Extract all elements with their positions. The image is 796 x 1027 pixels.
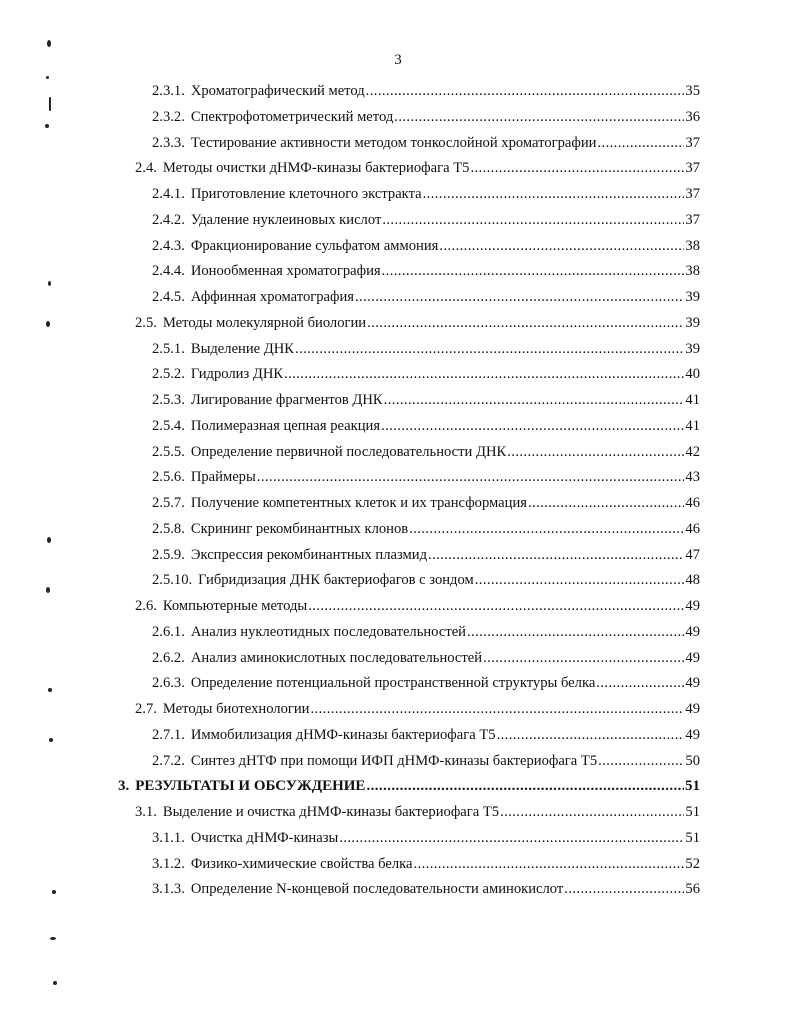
toc-entry-number: 2.6.2.	[152, 649, 185, 666]
toc-leader-dots	[564, 876, 684, 902]
toc-entry-number: 3.1.2.	[152, 855, 185, 872]
toc-entry	[152, 181, 700, 207]
toc-entry-page: 46	[685, 495, 700, 511]
toc-leader-dots	[467, 619, 684, 645]
toc-entry-title: Праймеры	[190, 469, 256, 486]
toc-entry-page: 41	[685, 392, 700, 408]
toc-entry-page: 39	[685, 340, 700, 357]
toc-entry-number: 2.6.3.	[152, 675, 185, 692]
toc-leader-dots	[366, 78, 685, 104]
toc-entry	[152, 670, 700, 696]
toc-entry	[152, 722, 700, 748]
toc-entry-number: 3.1.	[135, 804, 157, 820]
toc-entry-page: 38	[685, 263, 700, 280]
toc-leader-dots	[597, 130, 684, 156]
toc-entry	[152, 516, 700, 542]
toc-entry-title: Выделение ДНК	[190, 340, 295, 357]
toc-entry-page: 51	[685, 829, 700, 846]
toc-entry-title: Спектрофотометрический метод	[190, 108, 394, 125]
toc-entry-title: Скрининг рекомбинантных клонов	[190, 520, 409, 537]
toc-entry-title: Полимеразная цепная реакция	[190, 417, 381, 434]
toc-entry-page: 37	[685, 186, 700, 202]
toc-leader-dots	[528, 490, 684, 516]
toc-entry	[152, 748, 700, 774]
toc-entry	[152, 78, 700, 104]
toc-entry	[152, 284, 700, 310]
toc-entry-page: 36	[685, 108, 700, 125]
toc-entry-title: Гибридизация ДНК бактериофагов с зондом	[198, 572, 474, 589]
toc-leader-dots	[428, 542, 684, 568]
toc-entry-page: 47	[685, 546, 700, 563]
toc-entry-number: 3.1.3.	[152, 881, 185, 898]
toc-entry-page: 49	[685, 623, 700, 640]
toc-entry-number: 2.5.1.	[152, 340, 185, 357]
toc-entry-page: 40	[685, 366, 700, 383]
toc-entry	[135, 310, 700, 336]
toc-entry-page: 41	[685, 417, 700, 434]
toc-leader-dots	[423, 181, 685, 207]
toc-entry-page: 39	[685, 289, 700, 305]
toc-entry-number: 2.5.	[135, 314, 157, 331]
toc-entry	[152, 851, 700, 877]
toc-leader-dots	[308, 593, 684, 619]
toc-leader-dots	[311, 696, 685, 722]
page-number: 3	[394, 52, 402, 68]
toc-entry-page: 48	[685, 572, 700, 589]
toc-leader-dots	[598, 748, 684, 774]
toc-leader-dots	[355, 284, 684, 310]
toc-entry-page: 35	[685, 83, 700, 99]
toc-entry-title: Удаление нуклеиновых кислот	[190, 211, 382, 228]
toc-entry	[152, 130, 700, 156]
toc-leader-dots	[414, 851, 685, 877]
toc-entry-page: 46	[685, 520, 700, 537]
toc-entry-title: Ионообменная хроматография	[190, 263, 381, 280]
toc-leader-dots	[384, 387, 685, 413]
toc-leader-dots	[394, 104, 684, 130]
toc-entry-page: 37	[685, 160, 700, 177]
toc-entry-number: 2.5.2.	[152, 366, 185, 383]
toc-entry	[118, 773, 700, 799]
toc-leader-dots	[409, 516, 684, 542]
toc-entry-title: Тестирование активности методом тонкослойной хроматографии	[190, 134, 597, 151]
toc-entry-title: Определение N-концевой последовательности аминокислот	[190, 881, 564, 898]
toc-entry-title: Компьютерные методы	[162, 598, 308, 614]
toc-entry-page: 49	[685, 675, 700, 692]
toc-entry	[152, 207, 700, 233]
toc-entry-title: Иммобилизация дНМФ-киназы бактериофага Т5	[190, 726, 496, 743]
toc-leader-dots	[381, 413, 684, 439]
scan-artifacts	[0, 0, 80, 1027]
toc-entry-title: Анализ нуклеотидных последовательностей	[190, 623, 466, 640]
toc-entry	[135, 155, 700, 181]
toc-entry-page: 39	[685, 314, 700, 331]
toc-entry-number: 2.5.3.	[152, 392, 185, 408]
toc-entry-number: 2.4.2.	[152, 211, 185, 228]
toc-entry-number: 2.5.7.	[152, 495, 185, 511]
toc-entry-title: Методы молекулярной биологии	[162, 314, 367, 331]
toc-entry-number: 2.4.5.	[152, 289, 185, 305]
toc-entry-page: 50	[685, 752, 700, 769]
toc-entry	[152, 336, 700, 362]
toc-entry-number: 2.4.4.	[152, 263, 185, 280]
toc-entry-number: 2.3.2.	[152, 108, 185, 125]
toc-entry-title: Методы очистки дНМФ-киназы бактериофага Т5	[162, 160, 470, 177]
toc-entry-number: 2.5.9.	[152, 546, 185, 563]
toc-entry	[152, 876, 700, 902]
toc-entry	[135, 696, 700, 722]
toc-entry-title: Выделение и очистка дНМФ-киназы бактериофага Т5	[162, 804, 500, 820]
toc-entry-page: 42	[685, 443, 700, 460]
toc-entry-page: 51	[685, 804, 700, 820]
toc-leader-dots	[382, 207, 684, 233]
toc-entry	[152, 413, 700, 439]
toc-entry-page: 37	[685, 211, 700, 228]
toc-leader-dots	[483, 645, 684, 671]
toc-entry-title: Лигирование фрагментов ДНК	[190, 392, 383, 408]
toc-entry-page: 38	[685, 237, 700, 254]
toc-entry-number: 2.7.2.	[152, 752, 185, 769]
toc-leader-dots	[500, 799, 684, 825]
toc-entry-number: 2.3.1.	[152, 83, 185, 99]
toc-leader-dots	[257, 464, 685, 490]
toc-leader-dots	[470, 155, 684, 181]
toc-leader-dots	[507, 439, 684, 465]
toc-leader-dots	[284, 361, 684, 387]
toc-entry-title: Методы биотехнологии	[162, 701, 310, 717]
toc-entry	[135, 799, 700, 825]
toc-leader-dots	[475, 567, 685, 593]
toc-entry-page: 49	[685, 598, 700, 614]
toc-entry-title: РЕЗУЛЬТАТЫ И ОБСУЖДЕНИЕ	[135, 778, 366, 795]
toc-entry-title: Гидролиз ДНК	[190, 366, 284, 383]
toc-entry-number: 2.5.5.	[152, 443, 185, 460]
toc-entry-title: Получение компетентных клеток и их трансформация	[190, 495, 527, 511]
toc-entry-title: Синтез дНТФ при помощи ИФП дНМФ-киназы бактериофага Т5	[190, 752, 598, 769]
toc-entry	[152, 490, 700, 516]
toc-leader-dots	[295, 336, 684, 362]
toc-entry	[152, 258, 700, 284]
toc-entry-number: 2.4.1.	[152, 186, 185, 202]
toc-entry	[152, 619, 700, 645]
toc-entry	[152, 542, 700, 568]
toc-entry-number: 2.4.	[135, 160, 157, 177]
toc-entry-title: Хроматографический метод	[190, 83, 365, 99]
toc-entry	[152, 387, 700, 413]
toc-entry	[152, 361, 700, 387]
toc-entry-page: 49	[685, 726, 700, 743]
toc-entry-title: Аффинная хроматография	[190, 289, 354, 305]
toc-entry-number: 2.5.10.	[152, 572, 193, 589]
toc-entry-number: 2.7.1.	[152, 726, 185, 743]
toc-entry-number: 2.3.3.	[152, 134, 185, 151]
toc-entry-title: Приготовление клеточного экстракта	[190, 186, 422, 202]
toc-entry-page: 37	[685, 134, 700, 151]
toc-leader-dots	[382, 258, 685, 284]
toc-entry-title: Очистка дНМФ-киназы	[190, 829, 339, 846]
toc-entry-number: 2.6.1.	[152, 623, 185, 640]
toc-leader-dots	[439, 233, 684, 259]
toc-entry	[152, 645, 700, 671]
toc-entry-number: 2.5.6.	[152, 469, 185, 486]
toc-entry-title: Анализ аминокислотных последовательностей	[190, 649, 483, 666]
toc-entry	[152, 567, 700, 593]
toc-entry-number: 3.1.1.	[152, 829, 185, 846]
toc-entry	[152, 439, 700, 465]
toc-entry-page: 56	[685, 881, 700, 898]
toc-leader-dots	[339, 825, 684, 851]
toc-leader-dots	[497, 722, 685, 748]
toc-entry-title: Определение потенциальной пространственной структуры белка	[190, 675, 596, 692]
toc-entry-page: 43	[685, 469, 700, 486]
toc-entry-title: Фракционирование сульфатом аммония	[190, 237, 439, 254]
toc-entry-title: Экспрессия рекомбинантных плазмид	[190, 546, 428, 563]
toc-entry-title: Определение первичной последовательности ДНК	[190, 443, 507, 460]
toc-leader-dots	[366, 773, 684, 799]
toc-entry-page: 49	[685, 701, 700, 717]
toc-entry-page: 49	[685, 649, 700, 666]
toc-entry	[152, 104, 700, 130]
toc-entry	[152, 464, 700, 490]
toc-leader-dots	[367, 310, 684, 336]
toc-entry	[152, 233, 700, 259]
toc-entry-number: 2.5.8.	[152, 520, 185, 537]
toc-entry-title: Физико-химические свойства белка	[190, 855, 413, 872]
toc-entry-page: 51	[685, 778, 700, 795]
toc-entry	[152, 825, 700, 851]
toc-entry-number: 2.6.	[135, 598, 157, 614]
toc-entry-number: 3.	[118, 778, 130, 795]
toc-entry	[135, 593, 700, 619]
toc-leader-dots	[596, 670, 684, 696]
toc-entry-page: 52	[685, 855, 700, 872]
toc-entry-number: 2.7.	[135, 701, 157, 717]
toc-entry-number: 2.5.4.	[152, 417, 185, 434]
toc-entry-number: 2.4.3.	[152, 237, 185, 254]
